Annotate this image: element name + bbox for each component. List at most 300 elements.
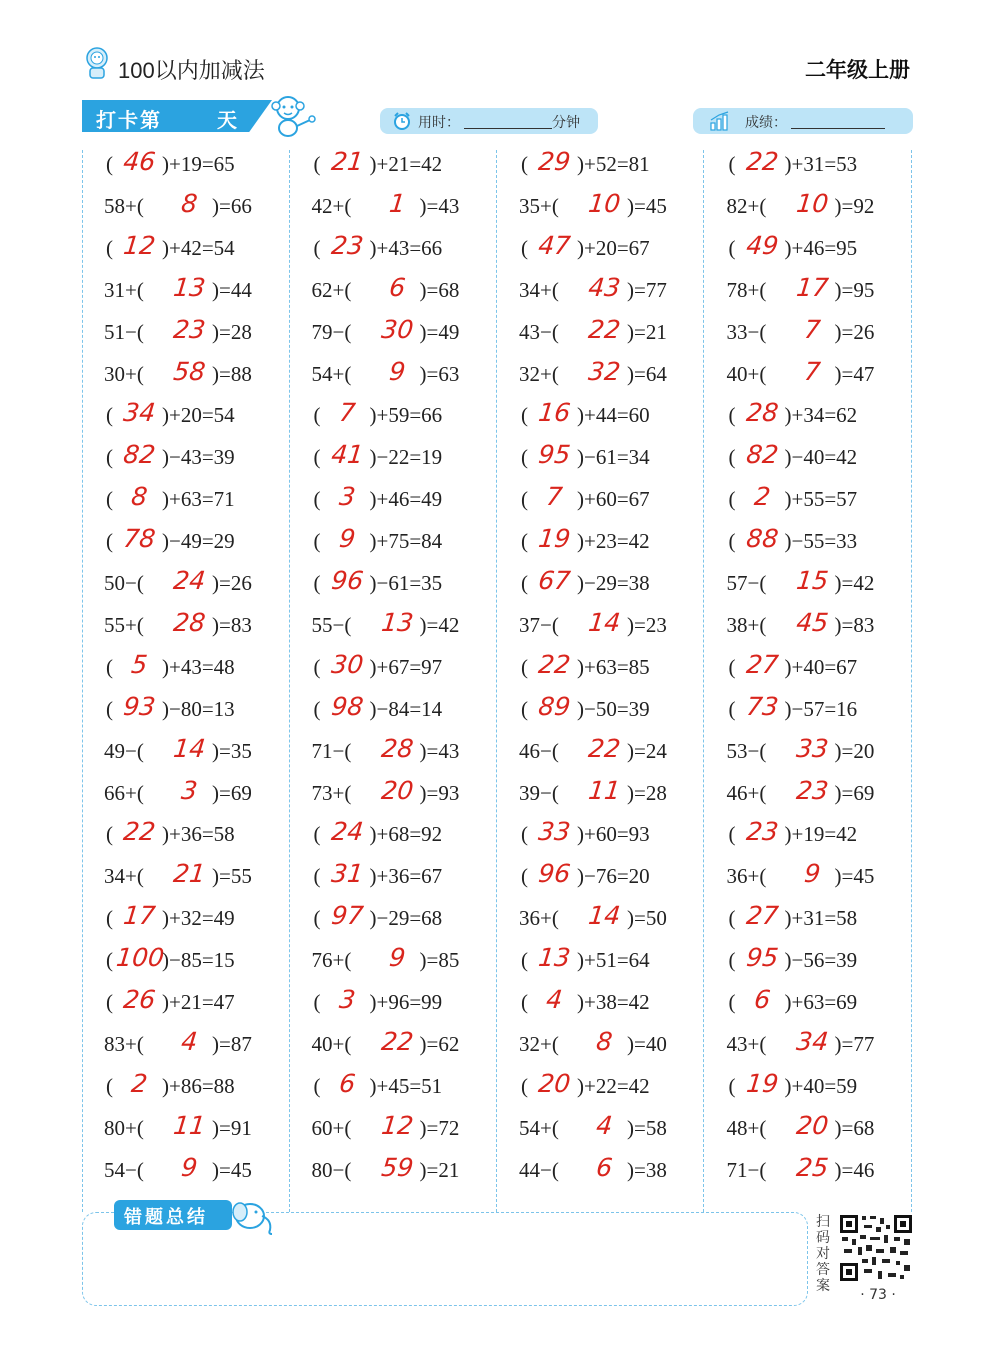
problem-suffix: )+32=49 (162, 906, 235, 931)
problem-suffix: )+63=69 (784, 990, 858, 1014)
problem-prefix: ( (313, 654, 321, 679)
problem-suffix: )−29=38 (577, 571, 650, 595)
problem-prefix: ( (728, 445, 736, 470)
handwritten-answer[interactable]: 9 (337, 524, 357, 554)
problem-row (82, 858, 289, 900)
problem-row (705, 188, 912, 230)
problem-suffix: )+67=97 (369, 654, 443, 679)
problem-suffix: )−49=29 (162, 529, 235, 554)
problem-prefix: ( (521, 1073, 528, 1098)
problem-prefix: 80+( (104, 1115, 144, 1140)
handwritten-answer[interactable]: 2 (752, 482, 772, 512)
handwritten-answer[interactable]: 28 (379, 733, 415, 763)
handwritten-answer[interactable]: 14 (586, 607, 622, 637)
handwritten-answer[interactable]: 33 (536, 817, 572, 847)
problem-row (705, 356, 912, 398)
elephant-mascot-icon (228, 1196, 280, 1236)
handwritten-answer[interactable]: 88 (744, 524, 780, 554)
problem-column (82, 147, 289, 1212)
handwritten-answer[interactable]: 23 (171, 314, 207, 344)
handwritten-answer[interactable]: 96 (329, 566, 365, 595)
problem-row (82, 146, 289, 188)
problem-prefix: 35+( (519, 193, 559, 218)
handwritten-answer[interactable]: 32 (586, 356, 622, 386)
handwritten-answer[interactable]: 3 (337, 482, 357, 512)
problem-suffix: )−43=39 (162, 445, 235, 470)
problem-row (82, 900, 289, 942)
handwritten-answer[interactable]: 3 (337, 985, 357, 1014)
problem-suffix: )+36=67 (369, 864, 443, 889)
handwritten-answer[interactable]: 58 (171, 356, 207, 386)
problem-row (82, 272, 289, 314)
handwritten-answer[interactable]: 4 (594, 1110, 614, 1140)
problem-row (82, 397, 289, 439)
handwritten-answer[interactable]: 12 (121, 230, 157, 260)
handwritten-answer[interactable]: 28 (744, 398, 780, 428)
handwritten-answer[interactable]: 6 (594, 1152, 614, 1182)
problem-row (497, 733, 704, 775)
checkin-day-unit: 天 (217, 108, 237, 132)
problem-row (705, 397, 912, 439)
time-blank[interactable] (464, 128, 552, 129)
problem-suffix: )=85 (419, 948, 460, 973)
handwritten-answer[interactable]: 43 (586, 272, 622, 302)
problem-suffix: )+43=48 (162, 654, 235, 679)
problem-suffix: )−85=15 (162, 948, 235, 973)
problem-row (705, 775, 912, 817)
problem-row (82, 356, 289, 398)
handwritten-answer[interactable]: 30 (329, 649, 365, 679)
handwritten-answer[interactable]: 46 (121, 147, 157, 176)
handwritten-answer[interactable]: 33 (794, 733, 830, 763)
checkin-label: 打卡第 (96, 108, 162, 132)
handwritten-answer[interactable]: 16 (536, 398, 572, 428)
problem-row (705, 146, 912, 188)
problem-row (497, 481, 704, 523)
problem-prefix: ( (313, 696, 321, 721)
handwritten-answer[interactable]: 30 (379, 314, 415, 344)
problem-row (705, 481, 912, 523)
problem-suffix: )=77 (834, 1031, 875, 1056)
problem-row (705, 984, 912, 1026)
problem-row (497, 439, 704, 481)
problem-row (705, 1152, 912, 1194)
problem-prefix: ( (728, 152, 736, 176)
problem-prefix: ( (728, 948, 736, 973)
problem-suffix: )+21=42 (369, 152, 443, 176)
problem-row (290, 691, 497, 733)
problem-row (290, 272, 497, 314)
handwritten-answer[interactable]: 24 (329, 817, 365, 847)
problem-prefix: 62+( (311, 277, 352, 302)
handwritten-answer[interactable]: 7 (802, 356, 822, 386)
problem-suffix: )−56=39 (784, 948, 858, 973)
problem-row (705, 733, 912, 775)
problem-row (705, 1110, 912, 1152)
problem-prefix: 78+( (726, 277, 767, 302)
handwritten-answer[interactable]: 4 (544, 985, 564, 1014)
handwritten-answer[interactable]: 89 (536, 691, 572, 721)
qr-caption: 扫码对答案 (816, 1214, 830, 1294)
problem-suffix: )=46 (834, 1157, 875, 1182)
problem-row (82, 942, 289, 984)
handwritten-answer[interactable]: 9 (802, 859, 822, 889)
problem-prefix: ( (106, 654, 113, 679)
problem-row (497, 1152, 704, 1194)
handwritten-answer[interactable]: 95 (744, 943, 780, 973)
problem-suffix: )+86=88 (162, 1073, 235, 1098)
handwritten-answer[interactable]: 20 (536, 1068, 572, 1098)
problem-suffix: )=58 (627, 1115, 667, 1140)
problem-row (497, 816, 704, 858)
problem-suffix: )=55 (212, 864, 252, 889)
problem-column (705, 147, 912, 1212)
handwritten-answer[interactable]: 4 (179, 1026, 199, 1056)
handwritten-answer[interactable]: 25 (794, 1152, 830, 1182)
handwritten-answer[interactable]: 15 (794, 566, 830, 595)
handwritten-answer[interactable]: 11 (586, 775, 622, 805)
problem-prefix: 76+( (311, 948, 352, 973)
handwritten-answer[interactable]: 10 (586, 188, 622, 218)
handwritten-answer[interactable]: 3 (179, 775, 199, 805)
handwritten-answer[interactable]: 21 (329, 147, 365, 176)
mistakes-summary-label: 错题总结 (124, 1207, 208, 1228)
problem-grid (82, 147, 912, 1212)
problem-row (290, 230, 497, 272)
problem-suffix: )−61=34 (577, 445, 650, 470)
problem-prefix: ( (521, 152, 528, 176)
handwritten-answer[interactable]: 67 (536, 566, 572, 595)
problem-suffix: )=83 (834, 612, 875, 637)
handwritten-answer[interactable]: 82 (744, 440, 780, 470)
handwritten-answer[interactable]: 78 (121, 524, 157, 554)
score-field (693, 108, 913, 134)
problem-row (705, 439, 912, 481)
problem-row (82, 188, 289, 230)
problem-row (82, 481, 289, 523)
problem-row (705, 649, 912, 691)
problem-suffix: )+23=42 (577, 529, 650, 554)
handwritten-answer[interactable]: 22 (121, 817, 157, 847)
handwritten-answer[interactable]: 7 (337, 398, 357, 428)
problem-suffix: )+21=47 (162, 990, 235, 1014)
handwritten-answer[interactable]: 11 (171, 1110, 207, 1140)
problem-prefix: 49−( (104, 738, 144, 763)
handwritten-answer[interactable]: 13 (171, 272, 207, 302)
problem-row (497, 984, 704, 1026)
handwritten-answer[interactable]: 98 (329, 691, 365, 721)
problem-prefix: ( (728, 487, 736, 512)
problem-prefix: ( (106, 235, 113, 260)
problem-prefix: ( (521, 235, 528, 260)
handwritten-answer[interactable]: 24 (171, 566, 207, 595)
handwritten-answer[interactable]: 6 (337, 1068, 357, 1098)
handwritten-answer[interactable]: 22 (379, 1026, 415, 1056)
qr-code[interactable] (838, 1213, 914, 1283)
book-title: 100以内加减法 (118, 58, 265, 83)
problem-suffix: )+22=42 (577, 1073, 650, 1098)
problem-prefix: 32+( (519, 1031, 559, 1056)
handwritten-answer[interactable]: 20 (794, 1110, 830, 1140)
problem-row (705, 230, 912, 272)
problem-prefix: 44−( (519, 1157, 559, 1182)
handwritten-answer[interactable]: 19 (744, 1068, 780, 1098)
problem-suffix: )+63=71 (162, 487, 235, 512)
handwritten-answer[interactable]: 1 (387, 188, 407, 218)
problem-prefix: ( (521, 696, 528, 721)
handwritten-answer[interactable]: 23 (744, 817, 780, 847)
handwritten-answer[interactable]: 49 (744, 230, 780, 260)
handwritten-answer[interactable]: 27 (744, 649, 780, 679)
problem-suffix: )=21 (627, 319, 667, 344)
problem-suffix: )=47 (834, 361, 875, 386)
problem-row (82, 1152, 289, 1194)
problem-row (290, 439, 497, 481)
problem-suffix: )+31=53 (784, 152, 858, 176)
handwritten-answer[interactable]: 95 (536, 440, 572, 470)
problem-suffix: )=44 (212, 277, 252, 302)
problem-suffix: )−22=19 (369, 445, 443, 470)
handwritten-answer[interactable]: 23 (794, 775, 830, 805)
problem-row (290, 188, 497, 230)
handwritten-answer[interactable]: 22 (586, 314, 622, 344)
problem-suffix: )=91 (212, 1115, 252, 1140)
problem-prefix: ( (521, 990, 528, 1014)
handwritten-answer[interactable]: 93 (121, 691, 157, 721)
handwritten-answer[interactable]: 6 (752, 985, 772, 1014)
problem-prefix: ( (106, 487, 113, 512)
problem-row (82, 1026, 289, 1068)
handwritten-answer[interactable]: 8 (594, 1026, 614, 1056)
problem-suffix: )=28 (627, 780, 667, 805)
problem-row (290, 858, 497, 900)
problem-column (497, 147, 704, 1212)
problem-row (497, 146, 704, 188)
page-number: · 73 · (860, 1287, 896, 1303)
problem-row (705, 816, 912, 858)
problem-prefix: 48+( (726, 1115, 767, 1140)
problem-row (705, 607, 912, 649)
problem-row (290, 607, 497, 649)
handwritten-answer[interactable]: 9 (387, 356, 407, 386)
handwritten-answer[interactable]: 14 (586, 901, 622, 931)
handwritten-answer[interactable]: 8 (179, 188, 199, 218)
problem-row (705, 942, 912, 984)
problem-suffix: )=23 (627, 612, 667, 637)
problem-suffix: )+52=81 (577, 152, 650, 176)
problem-suffix: )=42 (834, 571, 875, 595)
handwritten-answer[interactable]: 19 (536, 524, 572, 554)
problem-row (497, 523, 704, 565)
problem-suffix: )=28 (212, 319, 252, 344)
problem-row (290, 900, 497, 942)
problem-suffix: )=45 (834, 864, 875, 889)
problem-suffix: )+75=84 (369, 529, 443, 554)
handwritten-answer[interactable]: 5 (129, 649, 149, 679)
problem-row (290, 816, 497, 858)
handwritten-answer[interactable]: 41 (329, 440, 365, 470)
problem-prefix: 80−( (311, 1157, 352, 1182)
problem-row (705, 900, 912, 942)
problem-suffix: )=20 (834, 738, 875, 763)
problem-prefix: ( (106, 152, 113, 176)
problem-row (290, 942, 497, 984)
handwritten-answer[interactable]: 9 (387, 943, 407, 973)
handwritten-answer[interactable]: 31 (329, 859, 365, 889)
problem-prefix: 51−( (104, 319, 144, 344)
handwritten-answer[interactable]: 27 (744, 901, 780, 931)
problem-prefix: 54−( (104, 1157, 144, 1182)
problem-row (497, 775, 704, 817)
handwritten-answer[interactable]: 45 (794, 607, 830, 637)
problem-suffix: )=77 (627, 277, 667, 302)
handwritten-answer[interactable]: 28 (171, 607, 207, 637)
problem-suffix: )+38=42 (577, 990, 650, 1014)
problem-row (497, 900, 704, 942)
problem-suffix: )=66 (212, 193, 252, 218)
problem-prefix: 40+( (726, 361, 767, 386)
problem-row (82, 816, 289, 858)
problem-prefix: ( (106, 990, 113, 1014)
handwritten-answer[interactable]: 26 (121, 985, 157, 1014)
problem-row (290, 314, 497, 356)
handwritten-answer[interactable]: 7 (544, 482, 564, 512)
problem-row (497, 314, 704, 356)
problem-prefix: 37−( (519, 612, 559, 637)
problem-prefix: 55−( (311, 612, 352, 637)
problem-suffix: )+68=92 (369, 822, 443, 847)
handwritten-answer[interactable]: 14 (171, 733, 207, 763)
score-label: 成绩： (745, 115, 787, 131)
handwritten-answer[interactable]: 100 (114, 943, 166, 973)
problem-prefix: 36+( (519, 906, 559, 931)
handwritten-answer[interactable]: 34 (121, 398, 157, 428)
problem-suffix: )+63=85 (577, 654, 650, 679)
handwritten-answer[interactable]: 22 (744, 147, 780, 176)
problem-suffix: )+34=62 (784, 403, 858, 428)
problem-row (497, 691, 704, 733)
problem-prefix: ( (313, 403, 321, 428)
problem-prefix: 43−( (519, 319, 559, 344)
problem-prefix: 40+( (311, 1031, 352, 1056)
handwritten-answer[interactable]: 7 (802, 314, 822, 344)
problem-suffix: )+60=93 (577, 822, 650, 847)
problem-prefix: 71−( (311, 738, 352, 763)
handwritten-answer[interactable]: 47 (536, 230, 572, 260)
problem-prefix: 54+( (311, 361, 352, 386)
problem-prefix: 42+( (311, 193, 352, 218)
problem-prefix: 33−( (726, 319, 767, 344)
handwritten-answer[interactable]: 8 (129, 482, 149, 512)
page-header (82, 46, 912, 86)
handwritten-answer[interactable]: 73 (744, 691, 780, 721)
handwritten-answer[interactable]: 34 (794, 1026, 830, 1056)
handwritten-answer[interactable]: 9 (179, 1152, 199, 1182)
handwritten-answer[interactable]: 21 (171, 859, 207, 889)
handwritten-answer[interactable]: 10 (794, 188, 830, 218)
problem-prefix: 66+( (104, 780, 144, 805)
problem-suffix: )+43=66 (369, 235, 443, 260)
handwritten-answer[interactable]: 6 (387, 272, 407, 302)
problem-prefix: 79−( (311, 319, 352, 344)
problem-prefix: ( (521, 529, 528, 554)
handwritten-answer[interactable]: 17 (121, 901, 157, 931)
problem-row (82, 607, 289, 649)
handwritten-answer[interactable]: 2 (129, 1068, 149, 1098)
handwritten-answer[interactable]: 17 (794, 272, 830, 302)
problem-suffix: )+40=59 (784, 1073, 858, 1098)
problem-prefix: ( (106, 1073, 113, 1098)
problem-prefix: ( (313, 822, 321, 847)
handwritten-answer[interactable]: 96 (536, 859, 572, 889)
problem-row (497, 272, 704, 314)
problem-prefix: 34+( (104, 864, 144, 889)
problem-suffix: )=40 (627, 1031, 667, 1056)
problem-suffix: )=24 (627, 738, 667, 763)
problem-prefix: ( (313, 235, 321, 260)
problem-suffix: )=43 (419, 738, 460, 763)
chart-icon (709, 111, 731, 131)
problem-row (82, 984, 289, 1026)
time-label: 用时： (418, 115, 460, 131)
handwritten-answer[interactable]: 82 (121, 440, 157, 470)
problem-row (290, 775, 497, 817)
problem-suffix: )=69 (212, 780, 252, 805)
problem-suffix: )=83 (212, 612, 252, 637)
problem-row (82, 230, 289, 272)
problem-row (290, 146, 497, 188)
problem-prefix: ( (521, 948, 528, 973)
problem-prefix: ( (313, 487, 321, 512)
problem-prefix: ( (521, 445, 528, 470)
handwritten-answer[interactable]: 59 (379, 1152, 415, 1182)
problem-row (82, 733, 289, 775)
handwritten-answer[interactable]: 22 (586, 733, 622, 763)
problem-row (497, 1110, 704, 1152)
handwritten-answer[interactable]: 13 (536, 943, 572, 973)
handwritten-answer[interactable]: 13 (379, 607, 415, 637)
handwritten-answer[interactable]: 97 (329, 901, 365, 931)
problem-prefix: ( (728, 529, 736, 554)
problem-suffix: )=49 (419, 319, 460, 344)
problem-suffix: )+59=66 (369, 403, 443, 428)
score-blank[interactable] (791, 128, 885, 129)
problem-row (497, 1068, 704, 1110)
handwritten-answer[interactable]: 22 (536, 649, 572, 679)
problem-row (705, 314, 912, 356)
problem-suffix: )=26 (834, 319, 875, 344)
problem-suffix: )+40=67 (784, 654, 858, 679)
problem-row (705, 1026, 912, 1068)
problem-suffix: )=50 (627, 906, 667, 931)
problem-row (290, 1110, 497, 1152)
problem-prefix: 57−( (726, 571, 767, 595)
problem-suffix: )−55=33 (784, 529, 858, 554)
problem-prefix: ( (728, 1073, 736, 1098)
problem-row (82, 1068, 289, 1110)
handwritten-answer[interactable]: 29 (536, 147, 572, 176)
problem-prefix: 38+( (726, 612, 767, 637)
handwritten-answer[interactable]: 23 (329, 230, 365, 260)
problem-suffix: )+55=57 (784, 487, 858, 512)
problem-prefix: 36+( (726, 864, 767, 889)
monkey-mascot-icon (262, 92, 318, 140)
problem-prefix: ( (521, 571, 528, 595)
problem-row (705, 272, 912, 314)
handwritten-answer[interactable]: 20 (379, 775, 415, 805)
handwritten-answer[interactable]: 12 (379, 1110, 415, 1140)
problem-suffix: )+46=95 (784, 235, 858, 260)
